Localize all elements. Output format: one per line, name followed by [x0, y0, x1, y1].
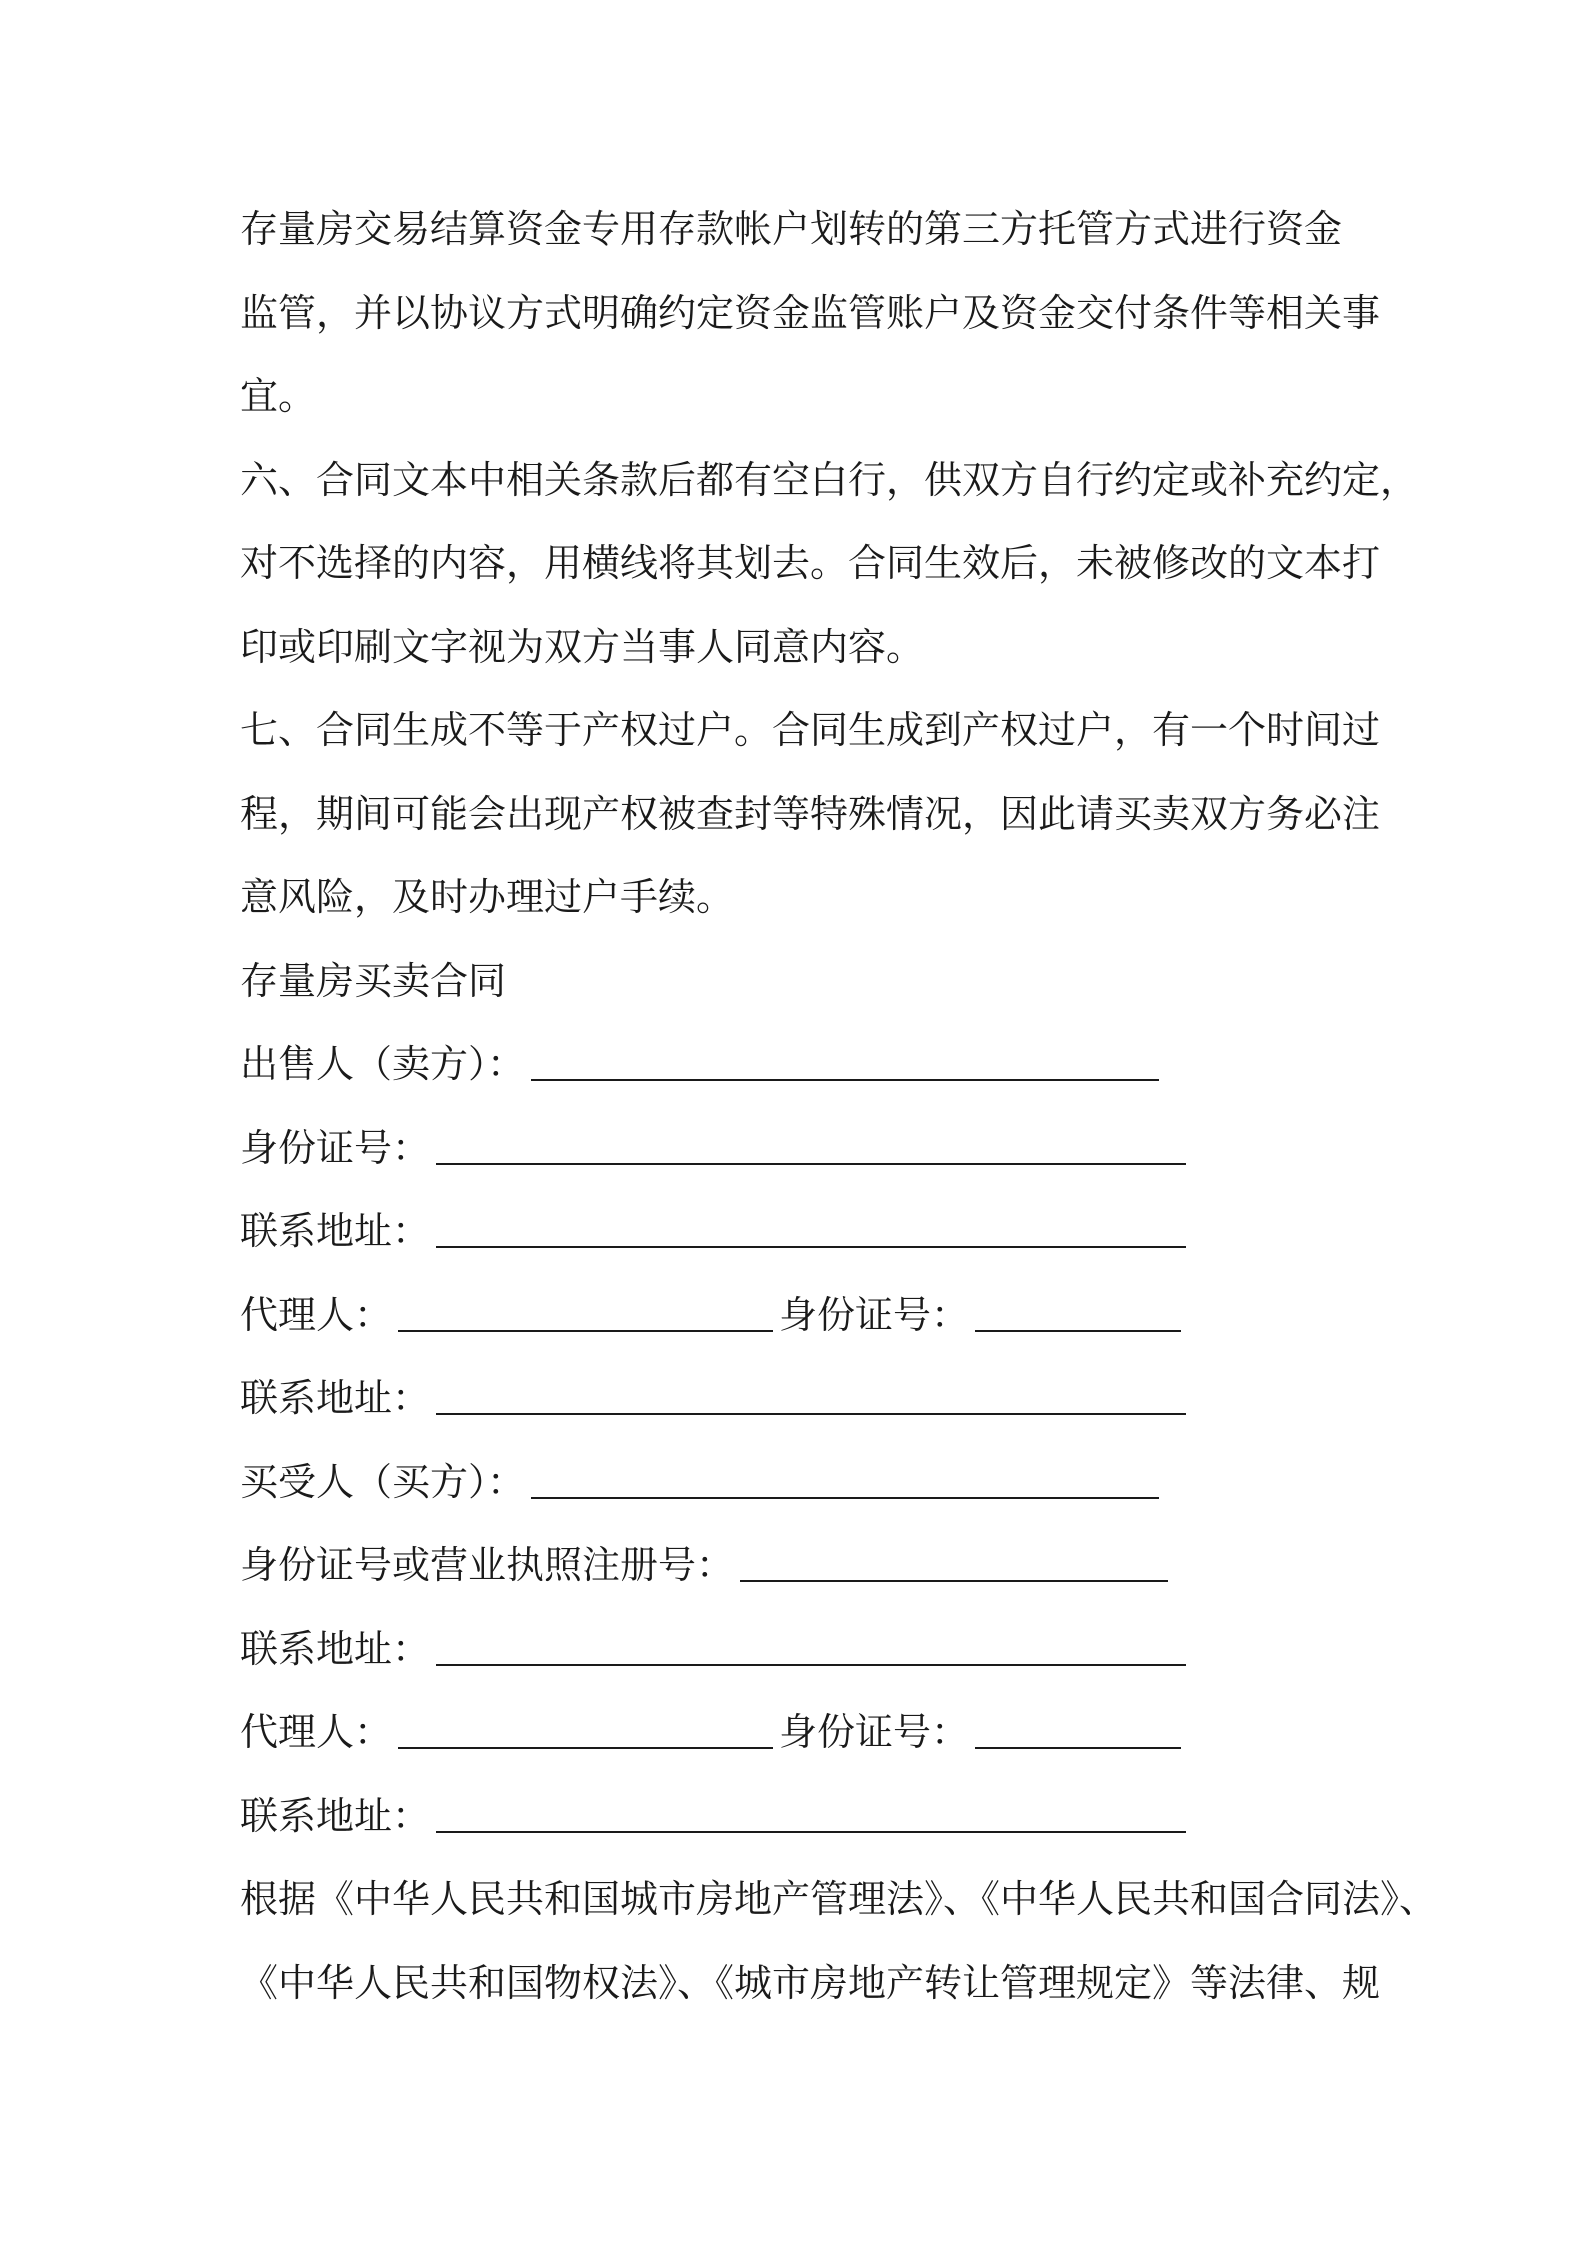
- buyer-name-label: 买受人（买方）：: [240, 1459, 526, 1504]
- buyer-agent-label: 代理人：: [240, 1710, 393, 1754]
- buyer-name-row: [240, 1441, 1380, 1525]
- document-page: [240, 188, 1438, 2025]
- seller-address-label: 联系地址：: [240, 1209, 431, 1253]
- paragraph-6-line-2: 对不选择的内容，用横线将其划去。合同生效后，未被修改的文本打: [240, 541, 1381, 585]
- seller-name-row: [240, 1023, 1380, 1107]
- paragraph-7-line-2: 程，期间可能会出现产权被查封等特殊情况，因此请买卖双方务必注: [240, 791, 1381, 836]
- buyer-address-label: 联系地址：: [240, 1626, 431, 1671]
- buyer-id-blank[interactable]: [740, 1546, 1168, 1582]
- paragraph-5-line-2: 监管，并以协议方式明确约定资金监管账户及资金交付条件等相关事: [240, 290, 1381, 335]
- buyer-name-blank[interactable]: [531, 1463, 1159, 1499]
- contract-title: 存量房买卖合同: [240, 958, 507, 1003]
- paragraph-5-line-3: 宜。: [240, 374, 317, 418]
- buyer-agent-address-blank[interactable]: [436, 1797, 1186, 1833]
- seller-address-row: [240, 1190, 1380, 1274]
- paragraph-6-line-1: 六、合同文本中相关条款后都有空白行，供双方自行约定或补充约定，: [240, 457, 1419, 502]
- buyer-agent-blank[interactable]: [398, 1713, 773, 1749]
- paragraph-7-line-1: 七、合同生成不等于产权过户。合同生成到产权过户，有一个时间过: [240, 708, 1381, 752]
- seller-agent-address-label: 联系地址：: [240, 1376, 431, 1420]
- seller-agent-address-blank[interactable]: [436, 1379, 1186, 1415]
- closing-line-2: 《中华人民共和国物权法》、《城市房地产转让管理规定》等法律、规: [240, 1960, 1381, 2005]
- seller-id-blank[interactable]: [436, 1129, 1186, 1165]
- buyer-agent-address-label: 联系地址：: [240, 1793, 431, 1838]
- seller-name-label: 出售人（卖方）：: [240, 1042, 526, 1086]
- buyer-address-row: [240, 1608, 1380, 1692]
- closing-line-1: 根据《中华人民共和国城市房地产管理法》、《中华人民共和国合同法》、: [240, 1877, 1438, 1921]
- seller-agent-address-row: [240, 1357, 1380, 1441]
- paragraph-5-line-1: 存量房交易结算资金专用存款帐户划转的第三方托管方式进行资金: [240, 207, 1343, 251]
- buyer-agent-id-label: 身份证号：: [779, 1710, 970, 1754]
- buyer-address-blank[interactable]: [436, 1630, 1186, 1666]
- seller-address-blank[interactable]: [436, 1212, 1186, 1248]
- buyer-agent-address-row: [240, 1775, 1380, 1859]
- seller-agent-id-blank[interactable]: [975, 1296, 1181, 1332]
- buyer-agent-row: [240, 1691, 1380, 1775]
- buyer-agent-id-blank[interactable]: [975, 1713, 1181, 1749]
- seller-agent-label: 代理人：: [240, 1292, 393, 1337]
- paragraph-7-line-3: 意风险，及时办理过户手续。: [240, 875, 735, 919]
- paragraph-6-line-3: 印或印刷文字视为双方当事人同意内容。: [240, 624, 925, 669]
- seller-name-blank[interactable]: [531, 1045, 1159, 1081]
- seller-agent-row: [240, 1274, 1380, 1358]
- seller-agent-id-label: 身份证号：: [779, 1292, 970, 1337]
- buyer-id-row: [240, 1524, 1380, 1608]
- buyer-id-label: 身份证号或营业执照注册号：: [240, 1543, 735, 1587]
- seller-id-label: 身份证号：: [240, 1125, 431, 1170]
- seller-agent-blank[interactable]: [398, 1296, 773, 1332]
- seller-id-row: [240, 1107, 1380, 1191]
